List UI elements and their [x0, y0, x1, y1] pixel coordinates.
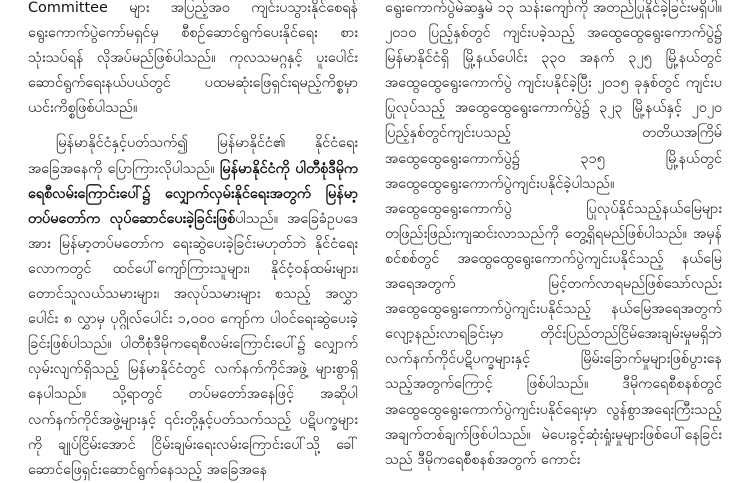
left-column [28, 0, 358, 483]
left-paragraph-2-rest: ပါသည်။ အခြေခံဥပဒေအား မြန်မာ့တပ်မတော်က ရေးဆွဲပေးခဲ့ခြင်းမဟုတ်ဘဲ နိုင်ငံရေးလောကတွင် ထင်ပေါ်ကျော်ကြားသူများ၊ နိုင်ငံ့ဝန်ထမ်းများ၊ တောင်သူလယ်သမားများ၊ အလုပ်သမားများ စသည့် အလွှာပေါင်း ၈ လွှာမှ ပုဂ္ဂိုလ်ပေါင်း ၁,၀၀၀ ကျော်က ပါဝင်ရေးဆွဲပေးခဲ့ခြင်းဖြစ်ပါသည်။ ပါတီစုံဒီမိုကရေစီလမ်းကြောင်းပေါ်၌ လျှောက်လှမ်းလျက်ရှိသည့် မြန်မာနိုင်ငံတွင် လက်နက်ကိုင်အဖွဲ့ များစွာရှိနေပါသည်။ သို့ရာတွင် တပ်မတော်အနေဖြင့် အဆိုပါလက်နက်ကိုင်အဖွဲ့များနှင့် ၎င်းတို့နှင့်ပတ်သက်သည့် ပဋိပက္ခများကို ချုပ်ငြိမ်းအောင် ငြိမ်းချမ်းရေးလမ်းကြောင်းပေါ်သို့ ခေါ်ဆောင်ဖြေရှင်းဆောင်ရွက်နေသည့် အခြေအနေ [28, 210, 358, 478]
left-paragraph-2 [28, 131, 358, 482]
left-paragraph-2-intro: မြန်မာနိုင်ငံနှင့်ပတ်သက်၍ မြန်မာနိုင်ငံ၏ နိုင်ငံရေးအခြေအနေကို ပြောကြားလိုပါသည်။ [28, 135, 358, 177]
right-paragraph-1: ရွေးကောက်ပွဲမဲဆန္ဒမဲ ၁၃ သန်းကျော်ကို အတည်ပြုနိုင်ခဲ့ခြင်းမရှိပါ။ ၂၀၁၀ ပြည့်နှစ်တွင် ကျင်းပခဲ့သည့် အထွေထွေရွေးကောက်ပွဲ၌ မြန်မာနိုင်ငံရှိ မြို့နယ်ပေါင်း ၃၃၀ အနက် ၃၂၅ မြို့နယ်တွင် အထွေထွေရွေးကောက်ပွဲ ကျင်းပနိုင်ခဲ့ပြီး ၂၀၁၅ ခုနှစ်တွင် ကျင်းပပြုလုပ်သည့် အထွေထွေရွေးကောက်ပွဲ၌ ၃၂၃ မြို့နယ်နှင့် ၂၀၂၀ ပြည့်နှစ်တွင်ကျင်းပသည့် တတိယအကြိမ် အထွေထွေရွေးကောက်ပွဲ၌ ၃၁၅ မြို့နယ်တွင် အထွေထွေရွေးကောက်ပွဲကျင်းပနိုင်ခဲ့ပါသည်။ အထွေထွေရွေးကောက်ပွဲ ပြုလုပ်နိုင်သည့်နယ်မြေများ တဖြည်းဖြည်းကျဆင်းလာသည်ကို တွေ့ရှိရမည်ဖြစ်ပါသည်။ အမှန်စင်စစ်တွင် အထွေထွေရွေးကောက်ပွဲကျင်းပနိုင်သည့် နယ်မြေအရေအတွက် မြင့်တက်လာရမည်ဖြစ်သော်လည်း အထွေထွေရွေးကောက်ပွဲကျင်းပနိုင်သည့် နယ်မြေအရေအတွက် လျော့နည်းလာရခြင်းမှာ တိုင်းပြည်တည်ငြိမ်အေးချမ်းမှုမရှိဘဲ လက်နက်ကိုင်ပဋိပက္ခများနှင့် မြိမ်းခြောက်မှုများဖြစ်ပွားနေသည့်အတွက်ကြောင့် ဖြစ်ပါသည်။ ဒီမိုကရေစီစနစ်တွင် အထွေထွေရွေးကောက်ပွဲကျင်းပနိုင်ရေးမှာ လွန်စွာအရေးကြီးသည့် အချက်တစ်ချက်ဖြစ်ပါသည်။ မဲပေးခွင့်ဆုံးရှုံးမှုများဖြစ်ပေါ်နေခြင်းသည် ဒီမိုကရေစီစနစ်အတွက် ကောင်း [385, 0, 722, 468]
left-paragraph-1: Committee များ အပြည့်အဝ ကျင်းပသွားနိုင်စေရန် ရွေးကောက်ပွဲကော်မရှင်မှ စီစဉ်ဆောင်ရွက်ပေးနိုင်ရေး စားသုံးသပ်ရန် လိုအပ်မည်ဖြစ်ပါသည်။ ကုလသမဂ္ဂနှင့် ပူးပေါင်းဆောင်ရွက်ရေးနယ်ပယ်တွင် ပထမဆုံးဖြေရှင်းရမည့်ကိစ္စမှာ ယင်းကိစ္စဖြစ်ပါသည်။ [28, 0, 358, 117]
left-paragraph-2-bold: မြန်မာနိုင်ငံကို ပါတီစုံဒီမိုကရေစီလမ်းကြောင်းပေါ်၌ လျှောက်လှမ်းနိုင်ရေးအတွက် မြန်မာ့တပ်မတော်က လုပ်ဆောင်ပေးခဲ့ခြင်းဖြစ် [28, 160, 358, 227]
right-column [385, 0, 722, 473]
